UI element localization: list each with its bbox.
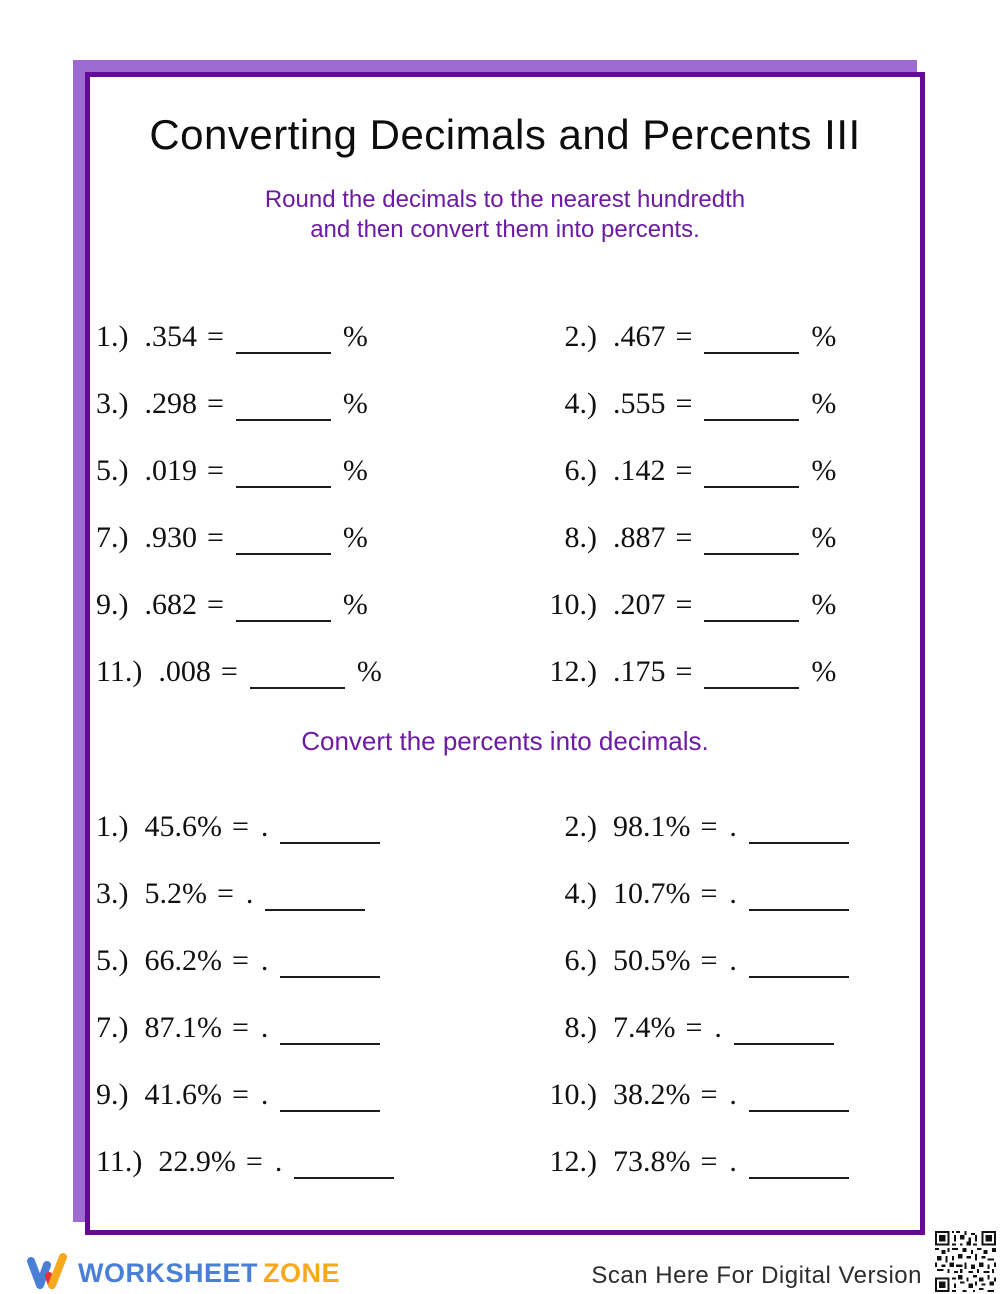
problem-number: 11.) bbox=[96, 1144, 143, 1178]
problem-value: 87.1% bbox=[144, 1010, 222, 1044]
answer-blank[interactable] bbox=[734, 1043, 834, 1045]
equals-sign: = bbox=[675, 587, 693, 621]
problem-row-s1-2 bbox=[505, 303, 920, 370]
answer-blank[interactable] bbox=[280, 1043, 380, 1045]
problem-row-s1-6 bbox=[505, 437, 920, 504]
problem-number: 12.) bbox=[549, 654, 597, 688]
section1-problems bbox=[90, 303, 920, 705]
answer-blank[interactable] bbox=[749, 1177, 849, 1179]
problem-row-s1-3 bbox=[90, 370, 505, 437]
problem-row-s2-2 bbox=[505, 793, 920, 860]
answer-blank[interactable] bbox=[236, 620, 331, 622]
problem-value: .142 bbox=[613, 453, 666, 487]
percent-sign: % bbox=[342, 453, 368, 487]
equals-sign: = bbox=[675, 654, 693, 688]
decimal-point: . bbox=[729, 943, 737, 977]
problem-row-s2-3 bbox=[90, 860, 505, 927]
logo-word-zone: ZONE bbox=[263, 1257, 341, 1288]
decimal-point: . bbox=[245, 876, 254, 910]
problem-number: 10.) bbox=[549, 1077, 597, 1111]
equals-sign: = bbox=[700, 809, 718, 843]
decimal-point: . bbox=[274, 1144, 283, 1178]
answer-blank[interactable] bbox=[704, 553, 799, 555]
equals-sign: = bbox=[207, 520, 224, 554]
problem-value: 66.2% bbox=[144, 943, 222, 977]
problem-value: .008 bbox=[158, 654, 211, 688]
problem-value: 98.1% bbox=[613, 809, 691, 843]
problem-row-s1-1 bbox=[90, 303, 505, 370]
equals-sign: = bbox=[207, 319, 224, 353]
decimal-point: . bbox=[714, 1010, 722, 1044]
problem-value: 5.2% bbox=[144, 876, 207, 910]
answer-blank[interactable] bbox=[704, 620, 799, 622]
answer-blank[interactable] bbox=[280, 1110, 380, 1112]
problem-value: .298 bbox=[144, 386, 197, 420]
problem-value: 45.6% bbox=[144, 809, 222, 843]
problem-row-s1-12 bbox=[505, 638, 920, 705]
equals-sign: = bbox=[232, 809, 249, 843]
problem-value: .930 bbox=[144, 520, 197, 554]
percent-sign: % bbox=[811, 587, 837, 621]
problem-row-s2-6 bbox=[505, 927, 920, 994]
problem-row-s1-5 bbox=[90, 437, 505, 504]
problem-number: 6.) bbox=[564, 943, 597, 977]
problem-value: 50.5% bbox=[613, 943, 691, 977]
problem-row-s1-9 bbox=[90, 571, 505, 638]
section2-heading: Convert the percents into decimals. bbox=[301, 726, 709, 756]
answer-blank[interactable] bbox=[236, 553, 331, 555]
percent-sign: % bbox=[811, 386, 837, 420]
problem-number: 11.) bbox=[96, 654, 143, 688]
answer-blank[interactable] bbox=[704, 352, 799, 354]
answer-blank[interactable] bbox=[280, 976, 380, 978]
equals-sign: = bbox=[207, 587, 224, 621]
problem-row-s1-8 bbox=[505, 504, 920, 571]
problem-row-s2-4 bbox=[505, 860, 920, 927]
answer-blank[interactable] bbox=[236, 352, 331, 354]
percent-sign: % bbox=[356, 654, 382, 688]
problem-number: 1.) bbox=[96, 809, 129, 843]
problem-number: 8.) bbox=[564, 520, 597, 554]
problem-row-s2-7 bbox=[90, 994, 505, 1061]
problem-value: .555 bbox=[613, 386, 666, 420]
equals-sign: = bbox=[232, 1010, 249, 1044]
page-title: Converting Decimals and Percents III bbox=[149, 111, 861, 158]
problem-value: 7.4% bbox=[613, 1010, 676, 1044]
problem-value: 41.6% bbox=[144, 1077, 222, 1111]
problem-row-s1-4 bbox=[505, 370, 920, 437]
answer-blank[interactable] bbox=[704, 687, 799, 689]
qr-code bbox=[935, 1231, 996, 1292]
equals-sign: = bbox=[220, 654, 238, 688]
problem-number: 10.) bbox=[549, 587, 597, 621]
section1-instructions bbox=[90, 185, 920, 245]
problem-number: 6.) bbox=[564, 453, 597, 487]
problem-row-s2-9 bbox=[90, 1061, 505, 1128]
answer-blank[interactable] bbox=[265, 909, 365, 911]
equals-sign: = bbox=[685, 1010, 703, 1044]
answer-blank[interactable] bbox=[749, 909, 849, 911]
problem-number: 12.) bbox=[549, 1144, 597, 1178]
percent-sign: % bbox=[811, 654, 837, 688]
answer-blank[interactable] bbox=[749, 1110, 849, 1112]
equals-sign: = bbox=[245, 1144, 263, 1178]
scan-here-text: Scan Here For Digital Version bbox=[591, 1262, 922, 1289]
percent-sign: % bbox=[342, 319, 368, 353]
equals-sign: = bbox=[232, 943, 249, 977]
problem-row-s2-8 bbox=[505, 994, 920, 1061]
problem-number: 9.) bbox=[96, 1077, 129, 1111]
equals-sign: = bbox=[700, 943, 718, 977]
equals-sign: = bbox=[700, 876, 718, 910]
equals-sign: = bbox=[207, 386, 224, 420]
problem-number: 5.) bbox=[96, 453, 129, 487]
equals-sign: = bbox=[675, 453, 693, 487]
problem-number: 7.) bbox=[96, 520, 129, 554]
problem-value: .175 bbox=[613, 654, 666, 688]
percent-sign: % bbox=[342, 587, 368, 621]
problem-value: 38.2% bbox=[613, 1077, 691, 1111]
answer-blank[interactable] bbox=[236, 419, 331, 421]
decimal-point: . bbox=[260, 1077, 269, 1111]
answer-blank[interactable] bbox=[280, 842, 380, 844]
worksheetzone-logo bbox=[24, 1252, 340, 1294]
equals-sign: = bbox=[675, 386, 693, 420]
worksheet-card bbox=[85, 72, 925, 1235]
answer-blank[interactable] bbox=[749, 976, 849, 978]
decimal-point: . bbox=[729, 1144, 737, 1178]
problem-row-s2-11 bbox=[90, 1128, 505, 1195]
problem-number: 2.) bbox=[564, 809, 597, 843]
equals-sign: = bbox=[675, 520, 693, 554]
answer-blank[interactable] bbox=[704, 486, 799, 488]
problem-value: .887 bbox=[613, 520, 666, 554]
equals-sign: = bbox=[700, 1077, 718, 1111]
problem-number: 3.) bbox=[96, 876, 129, 910]
percent-sign: % bbox=[811, 520, 837, 554]
percent-sign: % bbox=[342, 386, 368, 420]
problem-row-s2-12 bbox=[505, 1128, 920, 1195]
problem-row-s2-10 bbox=[505, 1061, 920, 1128]
answer-blank[interactable] bbox=[294, 1177, 394, 1179]
problem-number: 8.) bbox=[564, 1010, 597, 1044]
instructions-line-2: and then convert them into percents. bbox=[310, 216, 700, 243]
problem-number: 2.) bbox=[564, 319, 597, 353]
problem-number: 7.) bbox=[96, 1010, 129, 1044]
problem-value: .467 bbox=[613, 319, 666, 353]
instructions-line-1: Round the decimals to the nearest hundredth bbox=[264, 186, 746, 213]
percent-sign: % bbox=[342, 520, 368, 554]
problem-number: 9.) bbox=[96, 587, 129, 621]
problem-value: .207 bbox=[613, 587, 666, 621]
logo-word-worksheet: WORKSHEET bbox=[78, 1257, 258, 1288]
answer-blank[interactable] bbox=[250, 687, 345, 689]
percent-sign: % bbox=[811, 319, 837, 353]
section2-problems bbox=[90, 793, 920, 1195]
answer-blank[interactable] bbox=[749, 842, 849, 844]
problem-number: 3.) bbox=[96, 386, 129, 420]
decimal-point: . bbox=[729, 809, 737, 843]
problem-number: 1.) bbox=[96, 319, 129, 353]
problem-number: 4.) bbox=[564, 876, 597, 910]
worksheetzone-logo-icon bbox=[24, 1252, 70, 1294]
problem-row-s2-1 bbox=[90, 793, 505, 860]
equals-sign: = bbox=[232, 1077, 249, 1111]
decimal-point: . bbox=[260, 1010, 269, 1044]
problem-row-s2-5 bbox=[90, 927, 505, 994]
problem-value: .682 bbox=[144, 587, 197, 621]
decimal-point: . bbox=[729, 1077, 737, 1111]
decimal-point: . bbox=[729, 876, 737, 910]
answer-blank[interactable] bbox=[236, 486, 331, 488]
decimal-point: . bbox=[260, 943, 269, 977]
equals-sign: = bbox=[675, 319, 693, 353]
problem-number: 4.) bbox=[564, 386, 597, 420]
problem-row-s1-11 bbox=[90, 638, 505, 705]
problem-value: .019 bbox=[144, 453, 197, 487]
problem-number: 5.) bbox=[96, 943, 129, 977]
problem-row-s1-10 bbox=[505, 571, 920, 638]
problem-value: 22.9% bbox=[158, 1144, 236, 1178]
problem-value: .354 bbox=[144, 319, 197, 353]
percent-sign: % bbox=[811, 453, 837, 487]
problem-value: 10.7% bbox=[613, 876, 691, 910]
decimal-point: . bbox=[260, 809, 269, 843]
problem-row-s1-7 bbox=[90, 504, 505, 571]
answer-blank[interactable] bbox=[704, 419, 799, 421]
problem-value: 73.8% bbox=[613, 1144, 691, 1178]
equals-sign: = bbox=[700, 1144, 718, 1178]
equals-sign: = bbox=[217, 876, 234, 910]
equals-sign: = bbox=[207, 453, 224, 487]
